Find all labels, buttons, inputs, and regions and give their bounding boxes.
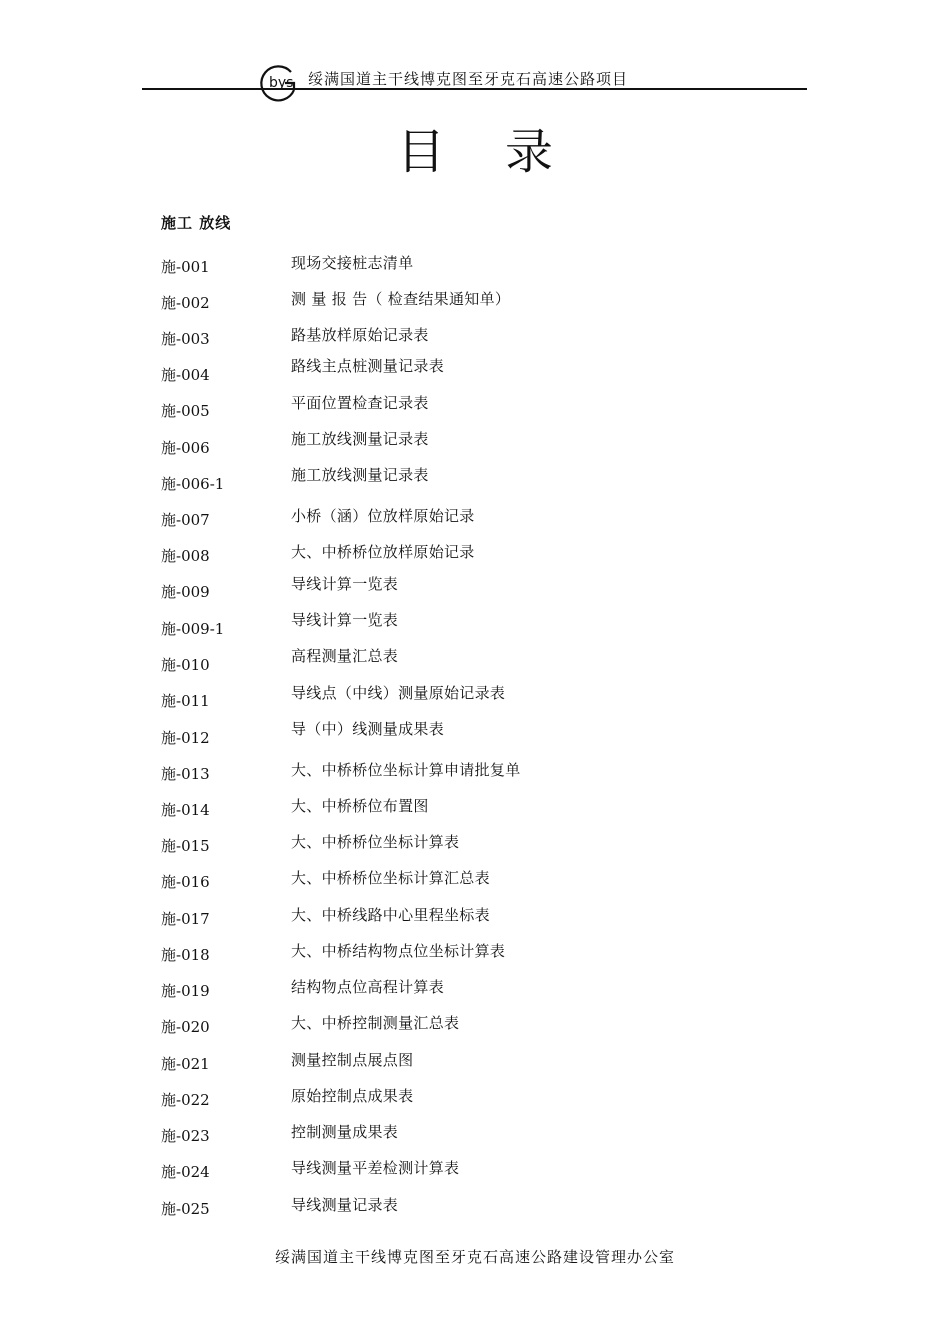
toc-entry-name: 导线计算一览表: [291, 611, 399, 629]
toc-entry-code: 施-022: [161, 1091, 210, 1109]
toc-entry-code: 施-015: [161, 837, 210, 855]
toc-entry-code: 施-016: [161, 873, 210, 891]
toc-entry-name: 路线主点桩测量记录表: [291, 357, 445, 375]
toc-entry-name: 大、中桥桥位布置图: [291, 797, 429, 815]
toc-entry-code: 施-018: [161, 946, 210, 964]
toc-entry-name: 导线测量记录表: [291, 1196, 399, 1214]
toc-entry-code: 施-006: [161, 439, 210, 457]
toc-entry-code: 施-012: [161, 729, 210, 747]
toc-entry-name: 导线点（中线）测量原始记录表: [291, 684, 506, 702]
toc-entry-code: 施-009: [161, 583, 210, 601]
toc-entry-name: 高程测量汇总表: [291, 647, 399, 665]
toc-entry-code: 施-007: [161, 511, 210, 529]
toc-entry-code: 施-014: [161, 801, 210, 819]
toc-entry-code: 施-006-1: [161, 475, 225, 493]
toc-entry-code: 施-001: [161, 258, 210, 276]
page-title-char-2: 录: [505, 124, 554, 180]
toc-entry-name: 大、中桥控制测量汇总表: [291, 1014, 460, 1032]
toc-entry-name: 施工放线测量记录表: [291, 466, 429, 484]
toc-entry-name: 导线计算一览表: [291, 575, 399, 593]
toc-entry-name: 大、中桥结构物点位坐标计算表: [291, 942, 506, 960]
toc-entry-name: 平面位置检查记录表: [291, 394, 429, 412]
toc-entry-name: 大、中桥桥位坐标计算申请批复单: [291, 761, 521, 779]
toc-entry-code: 施-005: [161, 402, 210, 420]
toc-entry-code: 施-017: [161, 910, 210, 928]
toc-entry-name: 大、中桥桥位坐标计算表: [291, 833, 460, 851]
toc-entry-name: 现场交接桩志清单: [291, 254, 414, 272]
toc-entry-code: 施-025: [161, 1200, 210, 1218]
toc-entry-name: 导（中）线测量成果表: [291, 720, 445, 738]
toc-entry-name: 施工放线测量记录表: [291, 430, 429, 448]
toc-entry-name: 测量控制点展点图: [291, 1051, 414, 1069]
toc-entry-name: 测 量 报 告（ 检查结果通知单）: [291, 290, 511, 308]
toc-entry-code: 施-008: [161, 547, 210, 565]
toc-entry-code: 施-004: [161, 366, 210, 384]
toc-entry-name: 大、中桥桥位放样原始记录: [291, 543, 475, 561]
toc-entry-code: 施-009-1: [161, 620, 225, 638]
toc-entry-name: 控制测量成果表: [291, 1123, 399, 1141]
page-title-char-1: 目: [396, 124, 445, 180]
toc-entry-name: 原始控制点成果表: [291, 1087, 414, 1105]
toc-entry-name: 路基放样原始记录表: [291, 326, 429, 344]
toc-entry-code: 施-013: [161, 765, 210, 783]
toc-entry-code: 施-011: [161, 692, 210, 710]
toc-entry-name: 大、中桥线路中心里程坐标表: [291, 906, 490, 924]
toc-entry-name: 大、中桥桥位坐标计算汇总表: [291, 869, 490, 887]
toc-entry-code: 施-020: [161, 1018, 210, 1036]
toc-entry-code: 施-023: [161, 1127, 210, 1145]
page-footer: 绥满国道主干线博克图至牙克石高速公路建设管理办公室: [274, 1248, 675, 1266]
toc-entry-name: 结构物点位高程计算表: [291, 978, 445, 996]
toc-entry-code: 施-010: [161, 656, 210, 674]
toc-entry-code: 施-021: [161, 1055, 210, 1073]
toc-entry-code: 施-019: [161, 982, 210, 1000]
header-title: 绥满国道主干线博克图至牙克石高速公路项目: [308, 70, 629, 88]
toc-entry-name: 小桥（涵）位放样原始记录: [291, 507, 475, 525]
logo-text: bys: [269, 75, 294, 91]
toc-entry-code: 施-003: [161, 330, 210, 348]
toc-entry-name: 导线测量平差检测计算表: [291, 1159, 460, 1177]
section-heading: 施工 放线: [161, 214, 232, 232]
toc-entry-code: 施-024: [161, 1163, 210, 1181]
toc-entry-code: 施-002: [161, 294, 210, 312]
